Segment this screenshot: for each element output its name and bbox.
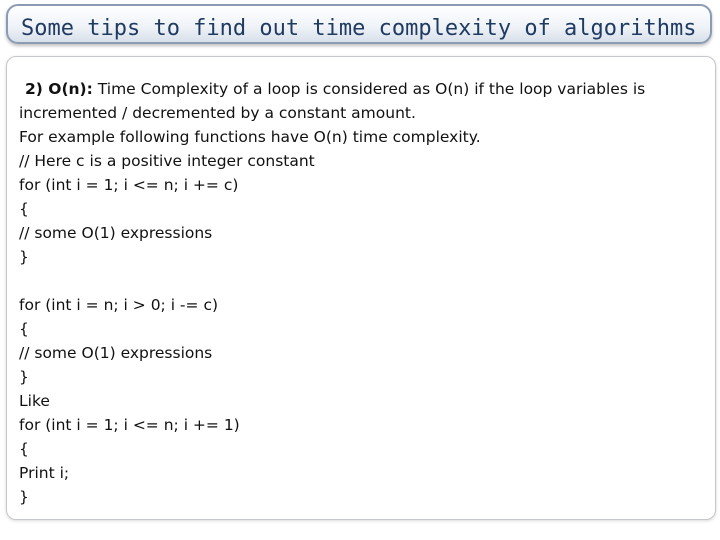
slide-title: Some tips to find out time complexity of algorithms bbox=[21, 16, 697, 41]
content-line: for (int i = 1; i <= n; i += 1) bbox=[19, 416, 240, 434]
content-line: { bbox=[19, 440, 29, 458]
content-line: } bbox=[19, 248, 29, 266]
content-line: for (int i = n; i > 0; i -= c) bbox=[19, 296, 219, 314]
intro-label: 2) O(n): bbox=[25, 80, 93, 98]
content-line: } bbox=[19, 368, 29, 386]
content-panel bbox=[6, 56, 716, 520]
content-line: // some O(1) expressions bbox=[19, 224, 213, 242]
content-line: } bbox=[19, 488, 29, 506]
intro-text: Time Complexity of a loop is considered as O(n) if the loop variables is bbox=[92, 80, 646, 98]
content-line-intro bbox=[25, 79, 645, 99]
content-line: // Here c is a positive integer constant bbox=[19, 152, 315, 170]
content-line: { bbox=[19, 320, 29, 338]
content-line: for (int i = 1; i <= n; i += c) bbox=[19, 176, 239, 194]
content-line: incremented / decremented by a constant amount. bbox=[19, 104, 416, 122]
content-line: { bbox=[19, 200, 29, 218]
content-line: // some O(1) expressions bbox=[19, 344, 213, 362]
content-line: Like bbox=[19, 392, 50, 410]
content-line: For example following functions have O(n) time complexity. bbox=[19, 128, 481, 146]
content-line: Print i; bbox=[19, 464, 70, 482]
slide-title-bar bbox=[6, 4, 712, 44]
